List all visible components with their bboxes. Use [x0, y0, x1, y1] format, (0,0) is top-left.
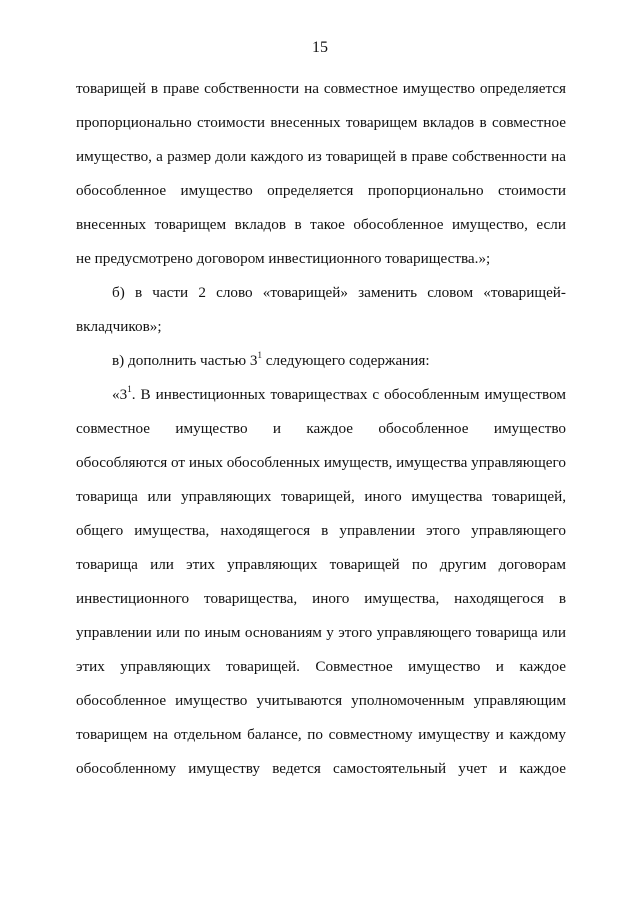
text-line: не предусмотрено договором инвестиционного товарищества.»;	[76, 250, 491, 267]
text-line: б) в части 2 слово «товарищей» заменить словом «товарищей-	[112, 284, 566, 301]
text-line: товарища или этих управляющих товарищей по другим договорам	[76, 556, 566, 573]
page-number: 15	[312, 39, 328, 56]
superscript: 1	[257, 349, 262, 360]
text-fragment: в) дополнить частью 3	[112, 352, 258, 369]
text-line: инвестиционного товарищества, иного имущества, находящегося в	[76, 590, 566, 607]
text-line	[76, 344, 566, 378]
text-line: управлении или по иным основаниям у этого управляющего товарища или	[76, 624, 566, 641]
text-line: товарищем на отдельном балансе, по совместному имуществу и каждому	[76, 726, 566, 743]
text-line: пропорционально стоимости внесенных товарищем вкладов в совместное	[76, 114, 566, 131]
text-line: обособленному имуществу ведется самостоятельный учет и каждое	[76, 760, 566, 777]
text-line: вкладчиков»;	[76, 318, 162, 335]
text-line: внесенных товарищем вкладов в такое обособленное имущество, если	[76, 216, 566, 233]
text-line: общего имущества, находящегося в управлении этого управляющего	[76, 522, 566, 539]
superscript: 1	[127, 383, 132, 394]
text-line: этих управляющих товарищей. Совместное имущество и каждое	[76, 658, 566, 675]
text-line	[76, 378, 566, 412]
text-fragment: . В инвестиционных товариществах с обособленным имуществом	[131, 386, 566, 403]
text-line: обособленное имущество определяется пропорционально стоимости	[76, 182, 566, 199]
text-line: обособляются от иных обособленных имуществ, имущества управляющего	[76, 454, 566, 471]
text-line: имущество, а размер доли каждого из товарищей в праве собственности на	[76, 148, 566, 165]
document-body	[76, 72, 566, 786]
text-line: товарища или управляющих товарищей, иного имущества товарищей,	[76, 488, 566, 505]
text-fragment: следующего содержания:	[261, 352, 430, 369]
text-line: обособленное имущество учитываются уполномоченным управляющим	[76, 692, 566, 709]
text-line: совместное имущество и каждое обособленное имущество	[76, 420, 566, 437]
text-fragment: «3	[112, 386, 128, 403]
text-line: товарищей в праве собственности на совместное имущество определяется	[76, 80, 566, 97]
